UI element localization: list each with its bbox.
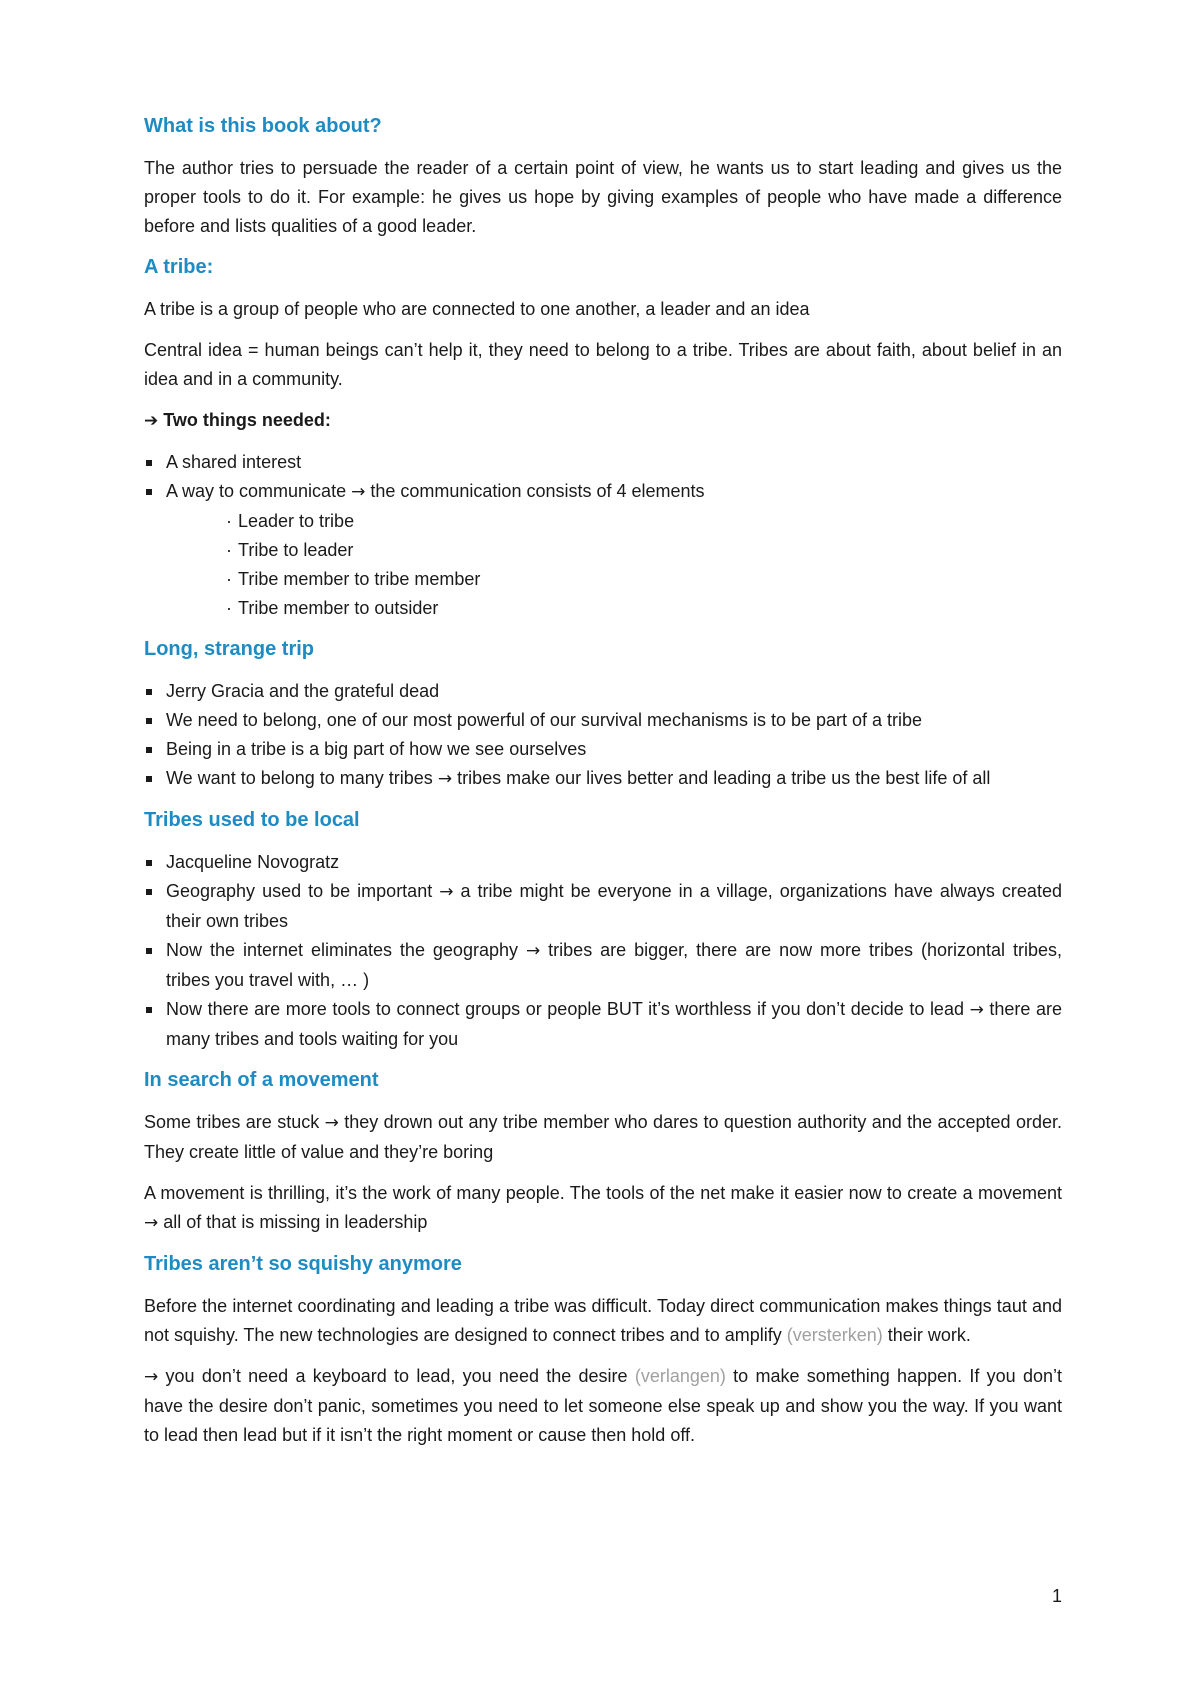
list-item: We need to belong, one of our most powerful of our survival mechanisms is to be part of a tribe bbox=[144, 706, 1062, 735]
sub-list-item: · Tribe member to tribe member bbox=[226, 569, 481, 589]
middle-dot-icon: · bbox=[226, 540, 232, 560]
heading-tribes-not-squishy: Tribes aren’t so squishy anymore bbox=[144, 1253, 462, 1275]
sub-list-item: · Tribe to leader bbox=[226, 540, 354, 560]
paragraph-stuck-tribes: Some tribes are stuck → they drown out any tribe member who dares to question authority and the accepted order. They create little of value and they’re boring bbox=[144, 1112, 1062, 1162]
list-item-text: the communication consists of 4 elements bbox=[370, 481, 705, 501]
arrow-right-icon: ➔ bbox=[144, 411, 159, 431]
list-item: Geography used to be important → a tribe might be everyone in a village, organizations have always created their own tribes bbox=[144, 877, 1062, 936]
middle-dot-icon: · bbox=[226, 598, 232, 618]
list-item: We want to belong to many tribes → tribes make our lives better and leading a tribe us the best life of all bbox=[144, 764, 1062, 794]
page-number: 1 bbox=[1052, 1586, 1063, 1606]
paragraph-central-idea: Central idea = human beings can’t help it, they need to belong to a tribe. Tribes are about faith, about belief in an idea and in a community. bbox=[144, 340, 1062, 389]
list-item: Being in a tribe is a big part of how we see ourselves bbox=[144, 735, 1062, 764]
local-list bbox=[144, 848, 1062, 1054]
arrow-right-icon: → bbox=[439, 882, 454, 902]
sub-list-item: · Tribe member to outsider bbox=[226, 598, 439, 618]
communication-elements-list bbox=[166, 507, 1062, 623]
paragraph-tribe-definition: A tribe is a group of people who are connected to one another, a leader and an idea bbox=[144, 299, 810, 319]
middle-dot-icon: · bbox=[226, 511, 232, 531]
list-item bbox=[144, 448, 1062, 477]
translation-gloss: (versterken) bbox=[786, 1325, 883, 1345]
list-item-text: A way to communicate bbox=[166, 481, 347, 501]
middle-dot-icon: · bbox=[226, 569, 232, 589]
paragraph-movement: A movement is thrilling, it’s the work of many people. The tools of the net make it easier now to create a movement → all of that is missing in leadership bbox=[144, 1183, 1062, 1233]
arrow-right-icon: → bbox=[969, 1000, 984, 1020]
heading-long-strange-trip: Long, strange trip bbox=[144, 638, 314, 660]
paragraph-book-about: The author tries to persuade the reader of a certain point of view, he wants us to start leading and gives us the proper tools to do it. For example: he gives us hope by giving examples of people who have made a difference before and lists qualities of a good leader. bbox=[144, 158, 1062, 236]
arrow-right-icon: → bbox=[324, 1113, 339, 1133]
arrow-right-icon: → bbox=[351, 482, 366, 502]
heading-a-tribe: A tribe: bbox=[144, 256, 214, 278]
sub-list-item: · Leader to tribe bbox=[226, 511, 355, 531]
list-item: Now there are more tools to connect groups or people BUT it’s worthless if you don’t decide to lead → there are many tribes and tools waiting for you bbox=[144, 995, 1062, 1054]
document-page bbox=[144, 112, 1062, 1462]
arrow-right-icon: → bbox=[437, 769, 453, 789]
arrow-right-icon: → bbox=[144, 1367, 159, 1387]
heading-in-search-of-a-movement: In search of a movement bbox=[144, 1069, 379, 1091]
paragraph-desire: → you don’t need a keyboard to lead, you need the desire (verlangen) to make something happen. If you don’t have the desire don’t panic, sometimes you need to let someone else speak up and show you the way. If you want to lead then lead but if it isn’t the right moment or cause then hold off. bbox=[144, 1366, 1062, 1445]
list-item-text: A shared interest bbox=[166, 452, 302, 472]
two-things-needed bbox=[144, 406, 1062, 436]
arrow-right-icon: → bbox=[144, 1213, 159, 1233]
paragraph-before-internet: Before the internet coordinating and leading a tribe was difficult. Today direct communication makes things taut and not squishy. The new technologies are designed to connect tribes and to amplify (versterken) their work. bbox=[144, 1296, 1062, 1345]
tribe-needs-list bbox=[144, 448, 1062, 623]
translation-gloss: (verlangen) bbox=[634, 1366, 726, 1386]
list-item: Jerry Gracia and the grateful dead bbox=[144, 677, 1062, 706]
list-item: Now the internet eliminates the geography → tribes are bigger, there are now more tribes (horizontal tribes, tribes you travel with, … ) bbox=[144, 936, 1062, 995]
arrow-right-icon: → bbox=[525, 941, 541, 961]
heading-tribes-used-to-be-local: Tribes used to be local bbox=[144, 809, 360, 831]
list-item: Jacqueline Novogratz bbox=[144, 848, 1062, 877]
two-things-needed-label: Two things needed: bbox=[163, 410, 331, 430]
heading-book-about: What is this book about? bbox=[144, 115, 382, 137]
trip-list bbox=[144, 677, 1062, 794]
list-item bbox=[144, 477, 1062, 623]
